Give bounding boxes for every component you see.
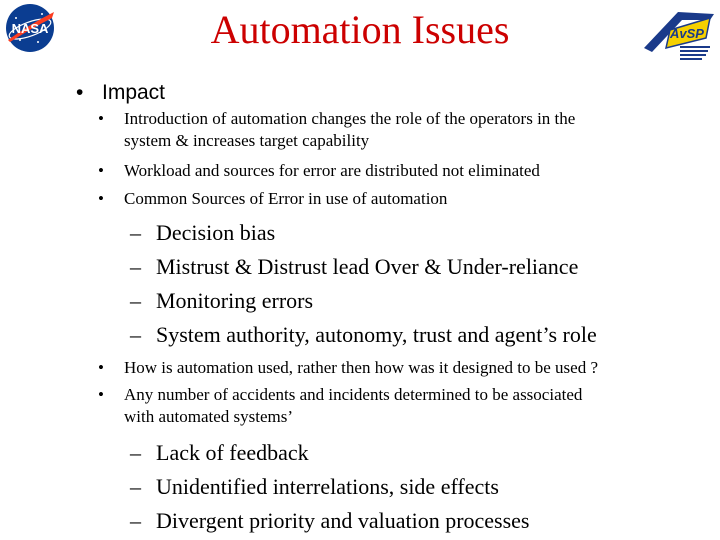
error-source-item <box>130 253 578 281</box>
error-source-text: Mistrust & Distrust lead Over & Under-reliance <box>156 254 579 279</box>
bullet-text: system & increases target capability <box>124 131 370 150</box>
bullet-icon: • <box>98 385 104 404</box>
dash-icon: – <box>130 288 141 313</box>
system-issue-item <box>130 507 530 535</box>
bullet-text: Any number of accidents and incidents determined to be associated <box>124 385 583 404</box>
bullet-text: Common Sources of Error in use of automation <box>124 189 448 208</box>
bullet-icon: • <box>98 161 104 180</box>
dash-icon: – <box>130 440 141 465</box>
bullet-text: Workload and sources for error are distributed not eliminated <box>124 161 540 180</box>
error-source-text: Decision bias <box>156 220 276 245</box>
dash-icon: – <box>130 508 141 533</box>
bullet-text: Introduction of automation changes the role of the operators in the <box>124 109 576 128</box>
system-issue-item <box>130 473 499 501</box>
dash-icon: – <box>130 474 141 499</box>
error-source-item <box>130 321 597 349</box>
error-source-item <box>130 219 275 247</box>
avsp-logo-text: AvSP <box>670 26 704 41</box>
bullet-icon: • <box>98 358 104 377</box>
dash-icon: – <box>130 220 141 245</box>
dash-icon: – <box>130 254 141 279</box>
error-source-item <box>130 287 313 315</box>
system-issue-text: Unidentified interrelations, side effects <box>156 474 499 499</box>
system-issue-text: Lack of feedback <box>156 440 309 465</box>
system-issue-text: Divergent priority and valuation processes <box>156 508 530 533</box>
system-issue-item <box>130 439 309 467</box>
bullet-icon: • <box>76 81 84 104</box>
bullet-icon: • <box>98 109 104 128</box>
impact-heading: Impact <box>102 81 166 104</box>
slide-title: Automation Issues <box>210 7 510 52</box>
error-source-text: Monitoring errors <box>156 288 314 313</box>
bullet-icon: • <box>98 189 104 208</box>
nasa-logo-text: NASA <box>11 21 49 36</box>
error-source-text: System authority, autonomy, trust and agent’s role <box>156 322 597 347</box>
impact-heading-row <box>76 80 165 106</box>
dash-icon: – <box>130 322 141 347</box>
bullet-text: How is automation used, rather then how was it designed to be used ? <box>124 358 599 377</box>
bullet-text: with automated systems’ <box>124 407 294 426</box>
